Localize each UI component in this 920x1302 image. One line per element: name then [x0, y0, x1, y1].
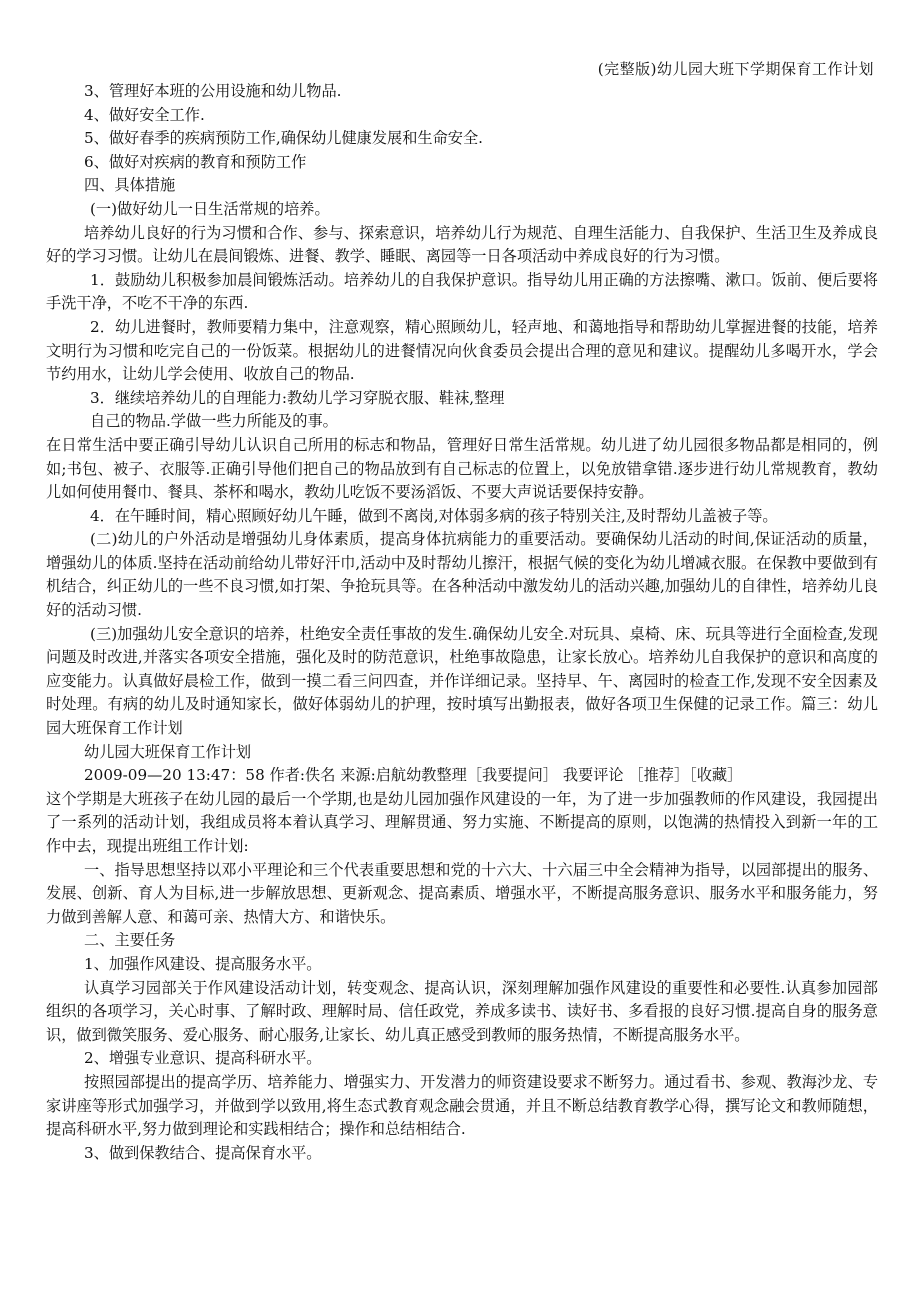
paragraph: 6、做好对疾病的教育和预防工作: [84, 152, 307, 171]
paragraph: 自己的物品.学做一些力所能及的事。: [90, 412, 338, 431]
paragraph: 2009-09—20 13:47：58 作者:佚名 来源:启航幼教整理［我要提问］ 我要评论 ［推荐］［收藏］: [84, 766, 743, 785]
paragraph: 认真学习园部关于作风建设活动计划，转变观念、提高认识，深刻理解加强作风建设的重要性和必要性.认真参加园部组织的各项学习，关心时事、了解时政、理解时局、信任政党，养成多读书、读好书、多看报的良好习惯.提高自身的服务意识，做到微笑服务、爱心服务、耐心服务,让家长、幼儿真正感受到教师的服务热情，不断提高服务水平。: [46, 978, 878, 1044]
paragraph: 4．在午睡时间，精心照顾好幼儿午睡，做到不离岗,对体弱多病的孩子特别关注,及时帮幼儿盖被子等。: [90, 506, 778, 525]
paragraph: 1．鼓励幼儿积极参加晨间锻炼活动。培养幼儿的自我保护意识。指导幼儿用正确的方法擦嘴、漱口。饭前、便后要将手洗干净，不吃不干净的东西.: [46, 270, 878, 313]
paragraph: 3、管理好本班的公用设施和幼儿物品.: [84, 82, 342, 100]
paragraph: 二、主要任务: [84, 931, 176, 950]
paragraph: 5、做好春季的疾病预防工作,确保幼儿健康发展和生命安全.: [84, 129, 484, 148]
page-header-title: (完整版)幼儿园大班下学期保育工作计划: [597, 60, 874, 78]
paragraph: 3．继续培养幼儿的自理能力:教幼儿学习穿脱衣服、鞋袜,整理: [90, 388, 505, 407]
paragraph: (一)做好幼儿一日生活常规的培养。: [90, 199, 330, 218]
paragraph: 这个学期是大班孩子在幼儿园的最后一个学期,也是幼儿园加强作风建设的一年，为了进一步加强教师的作风建设，我园提出了一系列的活动计划，我组成员将本着认真学习、理解贯通、努力实施、不断提高的原则，以饱满的热情投入到新一年的工作中去，现提出班组工作计划:: [46, 789, 878, 855]
paragraph: 2、增强专业意识、提高科研水平。: [84, 1049, 322, 1068]
paragraph: 培养幼儿良好的行为习惯和合作、参与、探索意识，培养幼儿行为规范、自理生活能力、自我保护、生活卫生及养成良好的学习习惯。让幼儿在晨间锻炼、进餐、教学、睡眠、离园等一日各项活动中养成良好的行为习惯。: [46, 223, 878, 266]
paragraph: (三)加强幼儿安全意识的培养，杜绝安全责任事故的发生.确保幼儿安全.对玩具、桌椅、床、玩具等进行全面检查,发现问题及时改进,并落实各项安全措施，强化及时的防范意识，杜绝事故隐患，让家长放心。培养幼儿自我保护的意识和高度的应变能力。认真做好晨检工作，做到一摸二看三问四查，并作详细记录。坚持早、午、离园时的检查工作,发现不安全因素及时处理。有病的幼儿及时通知家长，做好体弱幼儿的护理，按时填写出勤报表，做好各项卫生保健的记录工作。篇三：幼儿园大班保育工作计划: [46, 624, 878, 738]
paragraph: (二)幼儿的户外活动是增强幼儿身体素质，提高身体抗病能力的重要活动。要确保幼儿活动的时间,保证活动的质量，增强幼儿的体质.坚持在活动前给幼儿带好汗巾,活动中及时帮幼儿擦汗，根据气候的变化为幼儿增减衣服。在保教中要做到有机结合，纠正幼儿的一些不良习惯,如打架、争抢玩具等。在各种活动中激发幼儿的活动兴趣,加强幼儿的自律性，培养幼儿良好的活动习惯.: [46, 530, 878, 620]
paragraph: 在日常生活中要正确引导幼儿认识自己所用的标志和物品，管理好日常生活常规。幼儿进了幼儿园很多物品都是相同的，例如;书包、被子、衣服等.正确引导他们把自己的物品放到有自己标志的位置上，以免放错拿错.逐步进行幼儿常规教育，教幼儿如何使用餐巾、餐具、茶杯和喝水，教幼儿吃饭不要汤滔饭、不要大声说话要保持安静。: [46, 435, 878, 502]
paragraph: 四、具体措施: [84, 176, 176, 195]
paragraph: 一、指导思想坚持以邓小平理论和三个代表重要思想和党的十六大、十六届三中全会精神为指导，以园部提出的服务、发展、创新、育人为目标,进一步解放思想、更新观念、提高素质、增强水平，不断提高服务意识、服务水平和服务能力，努力做到善解人意、和蔼可亲、热情大方、和谐快乐。: [46, 860, 878, 926]
document-body: [46, 80, 878, 1165]
paragraph: 按照园部提出的提高学历、培养能力、增强实力、开发潜力的师资建设要求不断努力。通过看书、参观、教海沙龙、专家讲座等形式加强学习，并做到学以致用,将生态式教育观念融会贯通，并且不断总结教育教学心得，撰写论文和教师随想，提高科研水平,努力做到理论和实践相结合；操作和总结相结合.: [46, 1072, 878, 1139]
paragraph: 2．幼儿进餐时，教师要精力集中，注意观察，精心照顾幼儿，轻声地、和蔼地指导和帮助幼儿掌握进餐的技能，培养文明行为习惯和吃完自己的一份饭菜。根据幼儿的进餐情况向伙食委员会提出合理的意见和建议。提醒幼儿多喝开水，学会节约用水，让幼儿学会使用、收放自己的物品.: [46, 317, 878, 384]
paragraph: 4、做好安全工作.: [84, 105, 205, 124]
paragraph: 3、做到保教结合、提高保育水平。: [84, 1143, 322, 1162]
paragraph: 1、加强作风建设、提高服务水平。: [84, 954, 322, 973]
paragraph: 幼儿园大班保育工作计划: [84, 742, 252, 761]
